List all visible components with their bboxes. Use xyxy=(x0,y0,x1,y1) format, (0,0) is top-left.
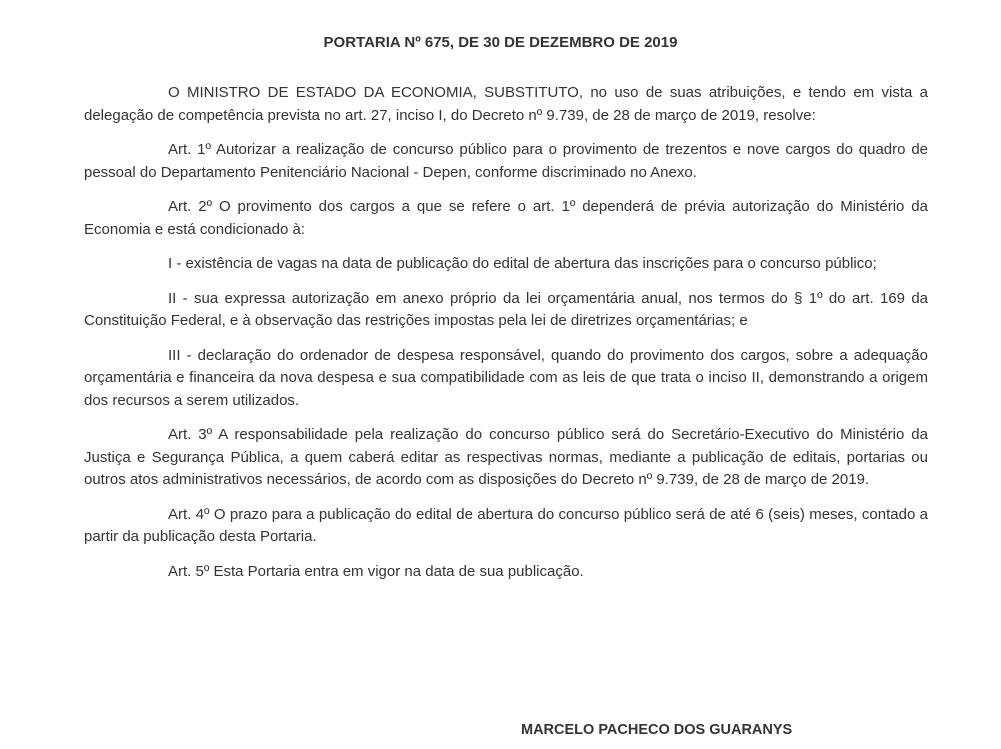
item-iii-paragraph: III - declaração do ordenador de despesa responsável, quando do provimento dos cargos, sobre a adequação orçamentária e financeira da nova despesa e sua compatibilidade com as leis de que trata o inciso II, demonstrando a origem dos recursos a serem utilizados. xyxy=(84,346,928,409)
document-body xyxy=(84,82,928,595)
article-1-paragraph: Art. 1º Autorizar a realização de concurso público para o provimento de trezentos e nove cargos do quadro de pessoal do Departamento Penitenciário Nacional - Depen, conforme discriminado no Anexo. xyxy=(84,141,928,181)
article-4-paragraph: Art. 4º O prazo para a publicação do edital de abertura do concurso público será de até 6 (seis) meses, contado a partir da publicação desta Portaria. xyxy=(84,505,928,545)
article-5-paragraph: Art. 5º Esta Portaria entra em vigor na data de sua publicação. xyxy=(168,562,584,580)
article-2-paragraph: Art. 2º O provimento dos cargos a que se refere o art. 1º dependerá de prévia autorização do Ministério da Economia e está condicionado à: xyxy=(84,198,928,238)
document-title: PORTARIA Nº 675, DE 30 DE DEZEMBRO DE 2019 xyxy=(323,34,678,51)
item-i-paragraph: I - existência de vagas na data de publicação do edital de abertura das inscrições para o concurso público; xyxy=(168,255,877,272)
preamble-paragraph: O MINISTRO DE ESTADO DA ECONOMIA, SUBSTITUTO, no uso de suas atribuições, e tendo em vista a delegação de competência prevista no art. 27, inciso I, do Decreto nº 9.739, de 28 de março de 2019, resolve: xyxy=(84,84,928,124)
signature-name: MARCELO PACHECO DOS GUARANYS xyxy=(521,722,793,738)
article-3-paragraph: Art. 3º A responsabilidade pela realização do concurso público será do Secretário-Executivo do Ministério da Justiça e Segurança Pública, a quem caberá editar as respectivas normas, mediante a publicação de editais, portarias ou outros atos administrativos necessários, de acordo com as disposições do Decreto nº 9.739, de 28 de março de 2019. xyxy=(84,426,928,488)
item-ii-paragraph: II - sua expressa autorização em anexo próprio da lei orçamentária anual, nos termos do § 1º do art. 169 da Constituição Federal, e à observação das restrições impostas pela lei de diretrizes orçamentárias; e xyxy=(84,289,928,329)
